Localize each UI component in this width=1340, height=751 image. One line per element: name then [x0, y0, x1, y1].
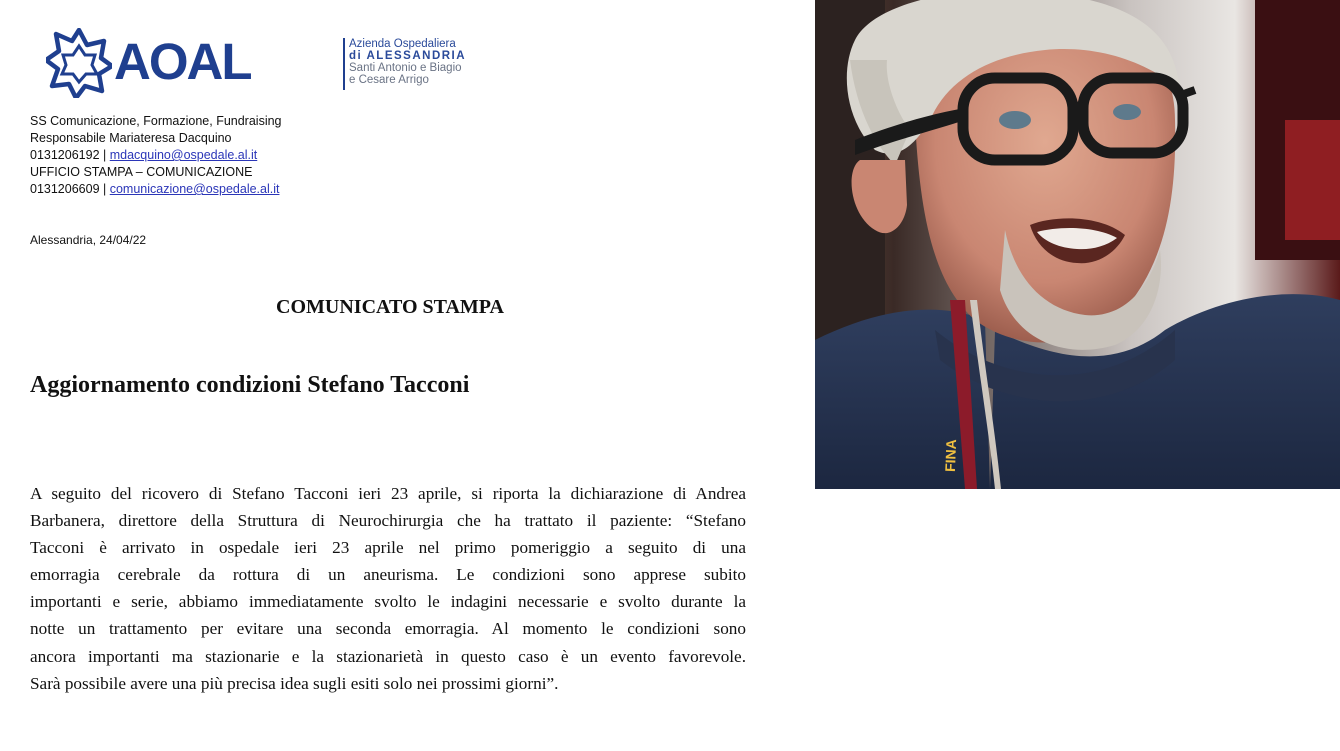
body-line: importanti e serie, abbiamo immediatamente svolto le indagini necessarie e svolto durante la [30, 592, 746, 612]
lanyard-text: FINA [941, 438, 960, 473]
body-line: Barbanera, direttore della Struttura di Neurochirurgia che ha trattato il paziente: “Stefano [30, 511, 746, 531]
body-line: ancora importanti ma stazionarie e la stazionarietà in questo caso è un evento favorevole. [30, 646, 746, 666]
contact-phone-2: 0131206609 | [30, 182, 107, 196]
body-line: Tacconi è arrivato in ospedale ieri 23 aprile nel primo pomeriggio a seguito di una [30, 538, 746, 558]
logo-name-line2: di ALESSANDRIA [349, 50, 467, 62]
logo-wordmark: AOAL [114, 33, 251, 90]
hospital-logo [46, 28, 467, 98]
contact-department: SS Comunicazione, Formazione, Fundraising [30, 114, 282, 128]
document-title: Aggiornamento condizioni Stefano Tacconi [30, 372, 470, 398]
star-emblem-icon [46, 28, 112, 98]
email-link-1[interactable]: mdacquino@ospedale.al.it [109, 148, 258, 162]
body-line: Sarà possibile avere una più precisa idea sugli esiti solo nei prossimi giorni”. [30, 673, 559, 693]
email-link-2[interactable]: comunicazione@ospedale.al.it [109, 182, 280, 196]
portrait-photo [815, 0, 1340, 489]
document-heading: COMUNICATO STAMPA [276, 296, 504, 318]
portrait-illustration [815, 0, 1340, 489]
logo-hospital-name [349, 38, 466, 86]
contact-office: UFFICIO STAMPA – COMUNICAZIONE [30, 165, 253, 179]
body-line: A seguito del ricovero di Stefano Tacconi ieri 23 aprile, si riporta la dichiarazione di Andrea [30, 484, 746, 503]
logo-name-line4: e Cesare Arrigo [349, 74, 429, 86]
contact-line-1 [30, 147, 282, 164]
logo-name-line1: Azienda Ospedaliera [349, 38, 456, 50]
document-body [30, 480, 746, 697]
contact-block [30, 113, 282, 198]
contact-responsible: Responsabile Mariateresa Dacquino [30, 131, 232, 145]
logo-divider [343, 38, 345, 90]
logo-name-line3: Santi Antonio e Biagio [349, 62, 462, 74]
contact-line-2 [30, 181, 282, 198]
body-line: emorragia cerebrale da rottura di un aneurisma. Le condizioni sono apprese subito [30, 565, 746, 585]
document-date: Alessandria, 24/04/22 [30, 233, 147, 247]
body-line: notte un trattamento per evitare una seconda emorragia. Al momento le condizioni sono [30, 619, 746, 639]
contact-phone-1: 0131206192 | [30, 148, 107, 162]
